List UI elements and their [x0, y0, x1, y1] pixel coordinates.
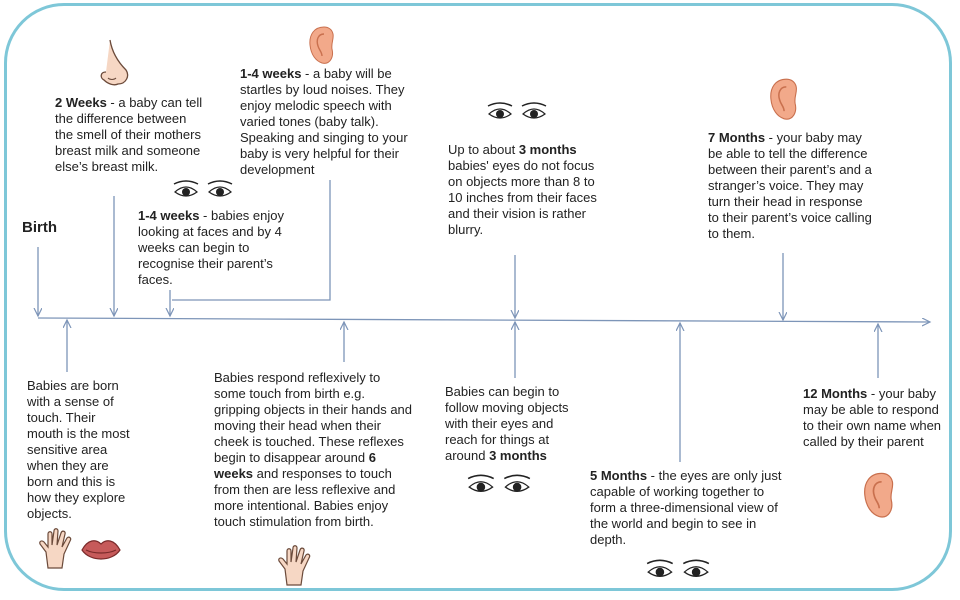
- ear-icon: [306, 25, 336, 65]
- hand-icon: [275, 545, 315, 587]
- ear-icon: [860, 470, 896, 520]
- milestone-3-months-follow: Babies can begin to follow moving objects with their eyes and reach for things at around 3 months: [445, 384, 569, 463]
- milestone-6-weeks-reflex: Babies respond reflexively to some touch from birth e.g. gripping objects in their hands and moving their head when their cheek is touched. These reflexes begin to disappear around 6 weeks and responses to touch from then are less reflexive and more intentional. Babies enjoy touch stimulation from birth.: [214, 370, 413, 529]
- eyes-icon: [172, 178, 234, 204]
- milestone-7-months-voice: 7 Months - your baby may be able to tell the difference between their parent’s and a stranger’s voice. They may turn their head in response to their parent’s voice calling to them.: [708, 130, 872, 241]
- ear-icon: [766, 77, 800, 121]
- eyes-icon: [645, 557, 711, 585]
- milestone-birth-touch: Babies are born with a sense of touch. Their mouth is the most sensitive area when they are born and this is how they explore objects.: [27, 378, 130, 521]
- milestone-1-4-weeks-sight: 1-4 weeks - babies enjoy looking at faces and by 4 weeks can begin to recognise their parent’s faces.: [138, 208, 284, 287]
- lips-icon: [80, 536, 122, 564]
- milestone-5-months-depth: 5 Months - the eyes are only just capable of working together to form a three-dimensional view of the world and begin to see in depth.: [590, 468, 782, 547]
- eyes-icon: [486, 100, 548, 126]
- hand-icon: [36, 528, 76, 570]
- milestone-2-weeks-smell: 2 Weeks - a baby can tell the difference between the smell of their mothers breast milk and someone else’s breast milk.: [55, 95, 203, 174]
- birth-label: Birth: [22, 219, 57, 236]
- eyes-icon: [466, 472, 532, 500]
- milestone-3-months-focus: Up to about 3 months babies' eyes do not focus on objects more than 8 to 10 inches from their faces and their vision is rather blurry.: [448, 142, 597, 237]
- timeline-axis: [38, 318, 930, 322]
- nose-icon: [96, 38, 132, 90]
- milestone-12-months-name: 12 Months - your baby may be able to respond to their own name when called by their parent: [803, 386, 942, 449]
- milestone-1-4-weeks-hearing: 1-4 weeks - a baby will be startles by loud noises. They enjoy melodic speech with varied tones (baby talk). Speaking and singing to your baby is very helpful for their development: [240, 66, 408, 177]
